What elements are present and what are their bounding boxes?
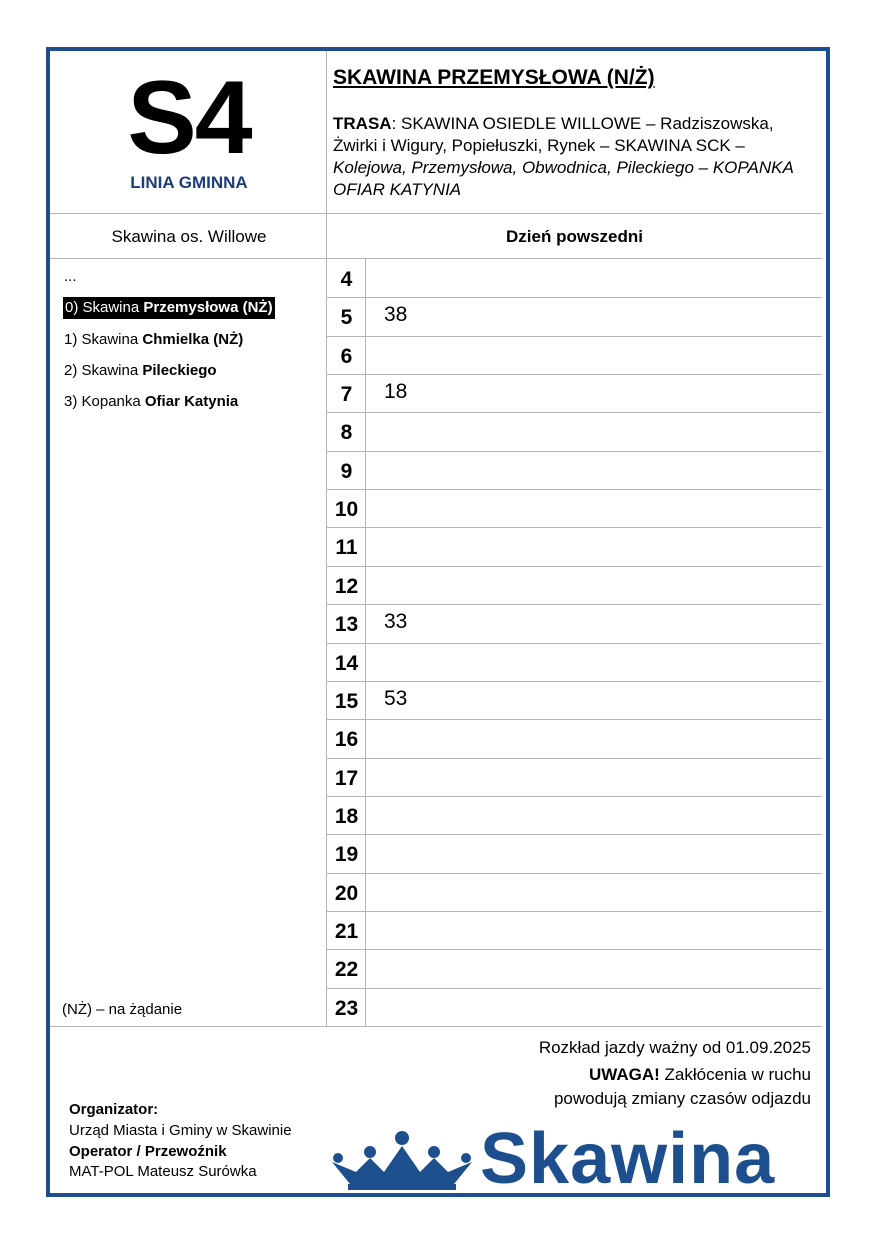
hour-cell: 4 [340,268,353,291]
hour-cell: 5 [340,306,353,330]
hour-cell: 13 [334,613,359,637]
organizer-label: Organizator: [69,1101,159,1118]
row-divider [326,758,822,759]
hour-cell: 6 [340,344,353,368]
legend: (NŻ) – na żądanie [62,1001,183,1018]
row-divider [326,489,822,490]
hour-cell: 22 [334,958,359,982]
hour-cell: 21 [334,919,359,943]
minutes-cell: 18 [384,380,408,404]
row-divider [326,412,822,413]
route-description [333,113,819,201]
minutes-cell: 38 [384,303,408,327]
row-divider [326,643,822,644]
row-divider [326,336,822,337]
route-part2: Kolejowa, Przemysłowa, Obwodnica, Pileckiego – KOPANKA OFIAR KATYNIA [333,158,794,199]
route-label: TRASA [333,114,392,133]
hour-cell: 16 [334,728,359,752]
subheader-bottom-line [50,258,822,259]
hour-cell: 23 [334,996,359,1020]
row-divider [326,834,822,835]
stops-ellipsis: ... [64,268,77,285]
row-divider [326,911,822,912]
hour-cell: 8 [340,421,353,445]
direction-title: SKAWINA PRZEMYSŁOWA (N/Ż) [333,66,655,89]
list-item: 2) Skawina Pileckiego [64,362,217,379]
minutes-cell: 53 [384,686,408,710]
row-divider [326,566,822,567]
hour-cell: 15 [334,689,359,713]
row-divider [326,796,822,797]
row-divider [326,873,822,874]
operator-name: MAT-POL Mateusz Surówka [69,1163,257,1180]
row-divider [326,527,822,528]
logo-text: Skawina [480,1128,776,1190]
warning [554,1063,811,1111]
hour-cell: 10 [334,498,359,522]
skawina-logo [330,1128,822,1190]
hour-cell: 17 [334,766,359,790]
organizer-name: Urząd Miasta i Gminy w Skawinie [69,1122,292,1139]
row-divider [326,451,822,452]
row-divider [326,988,822,989]
list-item: 3) Kopanka Ofiar Katynia [64,393,239,410]
stop-name: Skawina os. Willowe [111,227,267,246]
route-part1: : SKAWINA OSIEDLE WILLOWE – Radziszowska, Żwirki i Wigury, Popiełuszki, Rynek – SKAWINA SCK – [333,114,774,155]
hour-cell: 20 [334,881,359,905]
hour-cell: 12 [334,574,359,598]
timetable-frame [46,47,830,1197]
warning-label: UWAGA! [588,1065,660,1084]
line-kind: LINIA GMINNA [130,173,248,192]
hour-cell: 11 [335,536,358,560]
list-item: 1) Skawina Chmielka (NŻ) [64,331,244,348]
operator-label: Operator / Przewoźnik [69,1143,227,1160]
row-divider [326,949,822,950]
crown-icon [330,1128,475,1190]
line-number: S4 [127,60,251,176]
warning-line1: Zakłócenia w ruchu [659,1065,811,1084]
day-type: Dzień powszedni [506,227,643,246]
hour-cell: 9 [340,459,353,483]
minutes-cell: 33 [384,610,408,634]
hour-cell: 19 [334,843,359,867]
header-bottom-line [50,213,822,214]
warning-line2: powodują zmiany czasów odjazdu [553,1089,811,1108]
hour-cell: 7 [340,383,353,407]
row-divider [326,719,822,720]
table-bottom-line [50,1026,822,1027]
valid-from: Rozkład jazdy ważny od 01.09.2025 [538,1038,811,1057]
hour-cell: 14 [334,651,359,675]
hour-cell: 18 [334,804,359,828]
list-item: 0) Skawina Przemysłowa (NŻ) [63,297,275,319]
